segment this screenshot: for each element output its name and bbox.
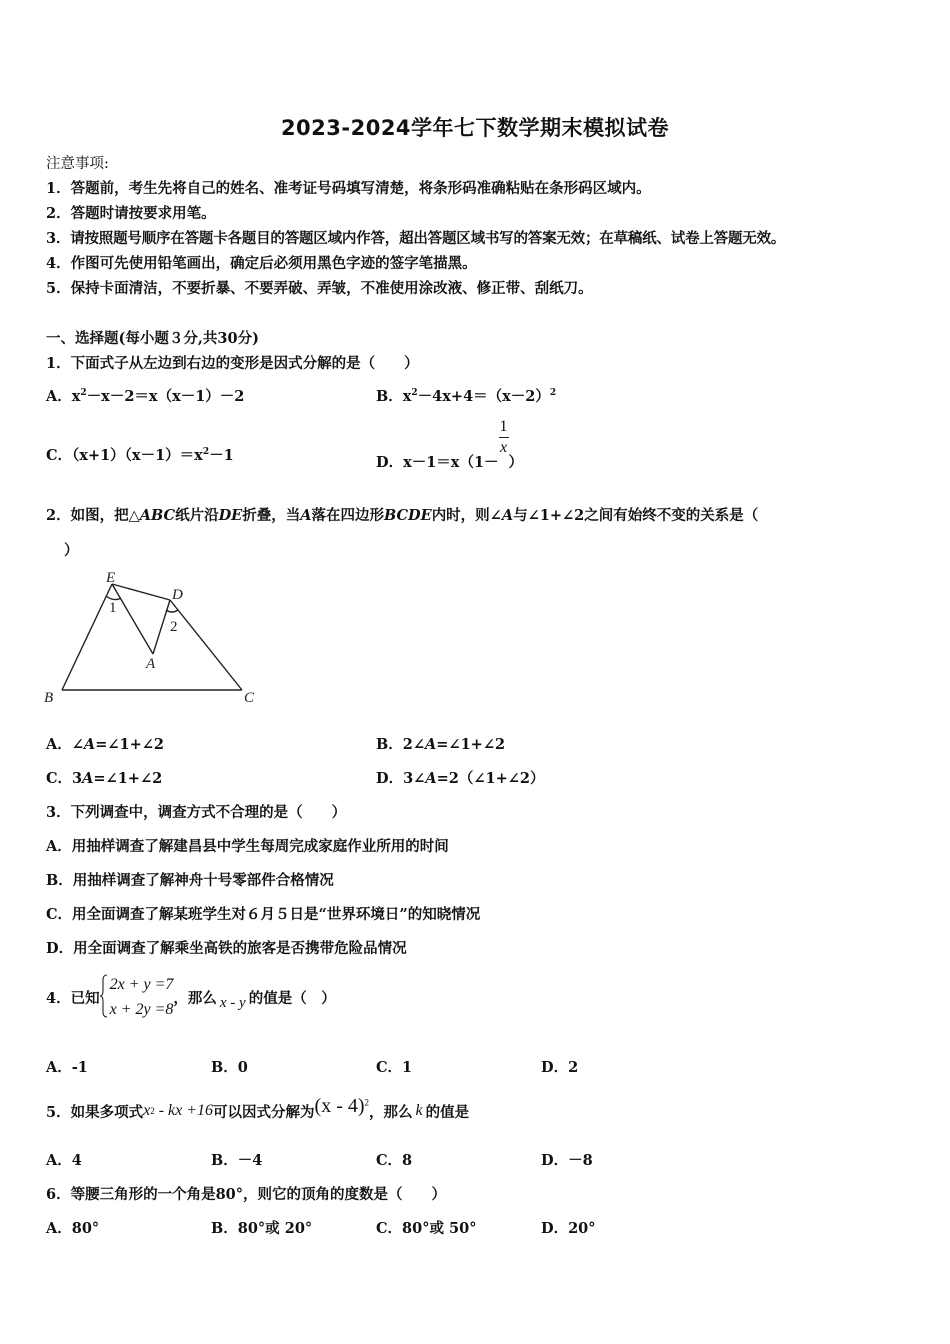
q4-option-b: B．0 — [211, 1059, 248, 1076]
q1-option-d — [376, 418, 524, 471]
equation-2: x + 2y =8 — [109, 1001, 174, 1018]
question-2-stem — [46, 504, 758, 525]
option-label: C． — [46, 447, 73, 464]
math-label: A — [425, 770, 437, 787]
label-a: A — [146, 656, 156, 672]
option-text: 2∠ — [402, 736, 426, 753]
notice-item: 5．保持卡面清洁，不要折暴、不要弄破、弄皱，不准使用涂改液、修正带、刮纸刀。 — [46, 280, 593, 297]
stem-text: ，那么 — [173, 989, 217, 1007]
stem-text: 折叠，当 — [242, 507, 301, 524]
question-3-stem: 3．下列调查中，调查方式不合理的是（ ） — [46, 804, 347, 821]
exponent: 2 — [411, 388, 418, 399]
option-label: D． — [376, 770, 404, 787]
q5-option-a: A．4 — [46, 1152, 82, 1169]
option-text: 3 — [72, 770, 83, 787]
left-brace-icon — [100, 974, 108, 1018]
q2-option-c — [46, 767, 162, 788]
option-label: B． — [376, 736, 403, 753]
page-title: 2023-2024学年七下数学期末模拟试卷 — [280, 116, 670, 140]
segment-da — [153, 600, 170, 654]
notice-item: 1．答题前，考生先将自己的姓名、准考证号码填写清楚，将条形码准确粘贴在条形码区域内。 — [46, 180, 651, 197]
q3-option-d: D．用全面调查了解乘坐高铁的旅客是否携带危险品情况 — [46, 940, 407, 957]
stem-text: 2．如图，把△ — [46, 507, 140, 524]
q2-option-a — [46, 733, 164, 754]
q5-option-c: C．8 — [376, 1152, 413, 1169]
fraction — [499, 419, 509, 456]
stem-text: 的值是 — [425, 1103, 470, 1121]
math-label: BCDE — [383, 507, 432, 524]
math-label: A — [300, 507, 312, 524]
option-text: （x+1）（x－1）＝x — [72, 447, 203, 464]
equation-1: 2x + y =7 — [109, 976, 174, 993]
q1-option-a — [46, 385, 244, 406]
option-text: x — [71, 388, 81, 405]
exponent: 2 — [80, 388, 87, 399]
q3-option-b: B．用抽样调查了解神舟十号零部件合格情况 — [46, 872, 334, 889]
label-b: B — [44, 690, 54, 706]
q1-option-b — [376, 385, 556, 406]
q6-option-c: C．80°或 50° — [376, 1220, 477, 1237]
notice-item: 3．请按照题号顺序在答题卡各题目的答题区域内作答，超出答题区域书写的答案无效；在草稿纸、试卷上答题无效。 — [46, 230, 786, 247]
q5-option-d: D．－8 — [541, 1152, 593, 1169]
q1-option-c — [46, 444, 234, 465]
math-expression: (x - 4) — [314, 1094, 365, 1117]
option-text: =∠1+∠2 — [93, 770, 163, 787]
q6-option-d: D．20° — [541, 1220, 596, 1237]
q2-option-b — [376, 733, 505, 754]
math-variable: k — [415, 1102, 423, 1119]
question-1-stem: 1．下面式子从左边到右边的变形是因式分解的是（ ） — [46, 355, 419, 372]
question-5-stem: 5．如果多项式 x 2 - kx +16 可以因式分解为 (x - 4)$^2$ ，那么 k 的值是 — [46, 1094, 470, 1121]
option-label: A． — [46, 388, 72, 405]
option-text: －1 — [209, 447, 234, 464]
stem-text: 5．如果多项式 — [46, 1103, 144, 1121]
equation-system — [100, 972, 174, 1022]
q4-option-a: A．-1 — [46, 1059, 88, 1076]
label-e: E — [106, 570, 116, 586]
math-factor — [315, 1095, 369, 1118]
angle-2-arc — [166, 610, 178, 612]
q4-option-c: C．1 — [376, 1059, 413, 1076]
stem-text: 纸片沿 — [175, 507, 219, 524]
stem-text: 与∠1+∠2之间有始终不变的关系是（ — [513, 507, 759, 524]
exponent: 2 — [549, 388, 557, 399]
option-text: =∠1+∠2 — [436, 736, 506, 753]
stem-text: 内时，则∠ — [431, 507, 502, 524]
math-label: ABC — [139, 507, 176, 524]
q6-option-b: B．80°或 20° — [211, 1220, 313, 1237]
q5-option-b: B．－4 — [211, 1152, 263, 1169]
option-label: A． — [46, 736, 72, 753]
option-label: D． — [376, 453, 404, 471]
stem-text: 4．已知 — [46, 989, 100, 1007]
q2-option-d — [376, 767, 544, 788]
question-4-stem — [46, 971, 336, 1023]
option-label: B． — [376, 388, 403, 405]
math-label: A — [83, 736, 96, 753]
label-d: D — [172, 587, 183, 603]
segment-be — [62, 584, 112, 690]
q4-option-d: D．2 — [541, 1059, 579, 1076]
option-text: －4x+4＝（x－2） — [417, 388, 550, 405]
notice-item: 2．答题时请按要求用笔。 — [46, 205, 216, 222]
folded-triangle-figure — [40, 564, 270, 714]
option-text: 3∠ — [403, 770, 426, 787]
option-text: =∠1+∠2 — [95, 736, 164, 753]
math-label: A — [501, 507, 514, 524]
option-text: －x－2＝x（x－1）－2 — [86, 388, 245, 405]
section-heading: 一、选择题(每小题３分,共30分) — [46, 330, 259, 347]
label-angle-1: 1 — [109, 600, 117, 616]
math-expression: x — [143, 1102, 151, 1119]
option-label: C． — [46, 770, 73, 787]
stem-text: ，那么 — [369, 1103, 413, 1121]
q3-option-c: C．用全面调查了解某班学生对６月５日是“世界环境日”的知晓情况 — [46, 906, 481, 923]
option-text: =2（∠1+∠2） — [436, 770, 545, 787]
question-6-stem: 6．等腰三角形的一个角是80°，则它的顶角的度数是（ ） — [46, 1186, 447, 1203]
segment-ea — [112, 584, 153, 654]
math-expression: x - y — [219, 994, 246, 1011]
stem-text: 可以因式分解为 — [213, 1103, 315, 1121]
math-label: A — [425, 736, 437, 753]
question-2-stem-close: ） — [64, 542, 79, 559]
q6-option-a: A．80° — [46, 1220, 100, 1237]
math-label: A — [82, 770, 94, 787]
exponent: 2 — [202, 447, 210, 458]
fraction-denominator: x — [499, 439, 508, 456]
q3-option-a: A．用抽样调查了解建昌县中学生每周完成家庭作业所用的时间 — [46, 838, 449, 855]
option-text: x — [402, 388, 412, 405]
label-angle-2: 2 — [170, 619, 178, 635]
option-text: ∠ — [71, 736, 84, 753]
option-text: x－1＝x（1－ — [403, 453, 499, 471]
notice-item: 4．作图可先使用铅笔画出，确定后必须用黑色字迹的签字笔描黑。 — [46, 255, 477, 272]
stem-text: 落在四边形 — [311, 507, 384, 524]
exponent: 2 — [364, 1097, 370, 1108]
math-expression: - kx +16 — [154, 1102, 214, 1119]
math-label: DE — [218, 507, 243, 524]
notice-heading: 注意事项: — [46, 156, 109, 172]
label-c: C — [244, 690, 255, 706]
segment-cd — [170, 600, 242, 690]
option-text: ） — [508, 453, 524, 471]
stem-text: 的值是（ ） — [248, 989, 336, 1007]
fraction-numerator: 1 — [499, 419, 509, 438]
